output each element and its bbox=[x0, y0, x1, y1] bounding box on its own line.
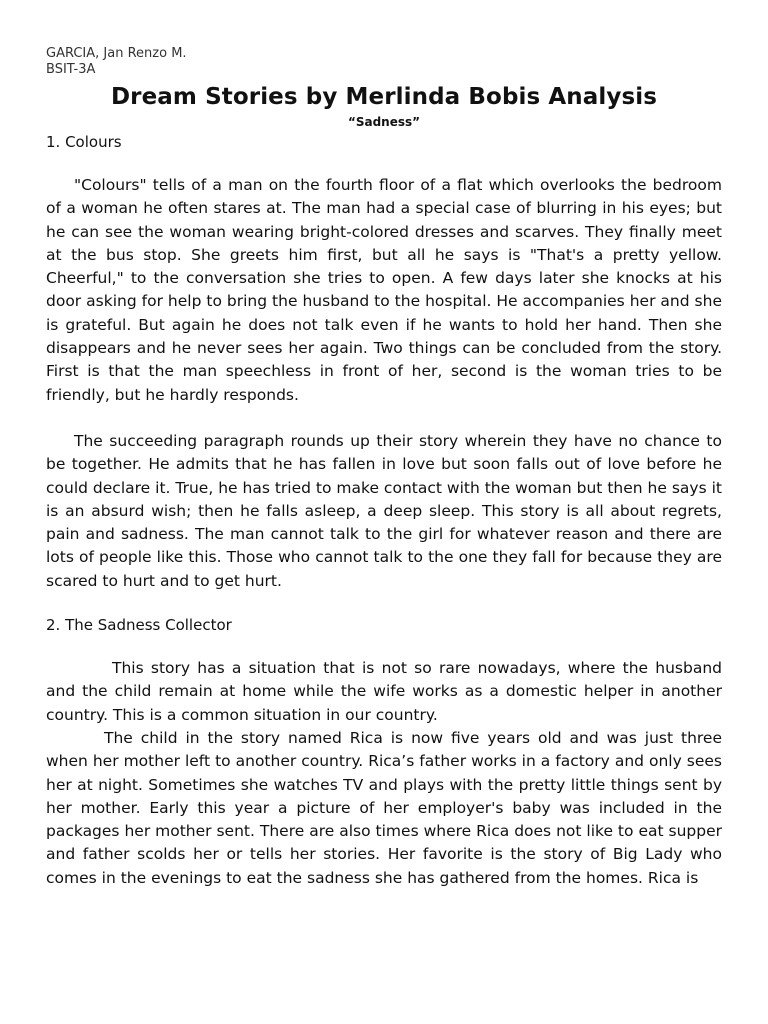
paragraph-colours-2: The succeeding paragraph rounds up their story wherein they have no chance to be together. He admits that he has fallen in love but soon falls out of love before he could declare it. True, he has tried to make contact with the woman but then he says it is an absurd wish; then he falls asleep, a deep sleep. This story is all about regrets, pain and sadness. The man cannot talk to the girl for whatever reason and there are lots of people like this. Those who cannot talk to the one they fall for because they are scared to hurt and to get hurt. bbox=[46, 431, 722, 590]
paragraph-colours-1: "Colours" tells of a man on the fourth floor of a flat which overlooks the bedroom of a woman he often stares at. The man had a special case of blurring in his eyes; but he can see the woman wearing bright-colored dresses and scarves. They finally meet at the bus stop. She greets him first, but all he says is "That's a pretty yellow. Cheerful," to the conversation she tries to open. A few days later she knocks at his door asking for help to bring the husband to the hospital. He accompanies her and she is grateful. But again he does not talk even if he wants to hold her hand. Then she disappears and he never sees her again. Two things can be concluded from the story. First is that the man speechless in front of her, second is the woman tries to be friendly, but he hardly responds. bbox=[46, 176, 722, 404]
author-name: GARCIA, Jan Renzo M. bbox=[46, 46, 187, 61]
document-subtitle: “Sadness” bbox=[347, 115, 421, 129]
document-page bbox=[46, 46, 722, 890]
paragraph-sadness-collector-2: The child in the story named Rica is now five years old and was just three when her mother left to another country. Rica’s father works in a factory and only sees her at night. Sometimes she watches TV and plays with the pretty little things sent by her mother. Early this year a picture of her employer's baby was included in the packages her mother sent. There are also times where Rica does not like to eat supper and father scolds her or tells her stories. Her favorite is the story of Big Lady who comes in the evenings to eat the sadness she has gathered from the homes. Rica is bbox=[46, 728, 722, 887]
section-heading-sadness-collector: 2. The Sadness Collector bbox=[46, 616, 232, 635]
author-section: BSIT-3A bbox=[46, 62, 96, 77]
document-title: Dream Stories by Merlinda Bobis Analysis bbox=[110, 84, 658, 110]
paragraph-sadness-collector-1: This story has a situation that is not so rare nowadays, where the husband and the child remain at home while the wife works as a domestic helper in another country. This is a common situation in our country. bbox=[46, 659, 722, 724]
section-heading-colours: 1. Colours bbox=[46, 133, 122, 151]
